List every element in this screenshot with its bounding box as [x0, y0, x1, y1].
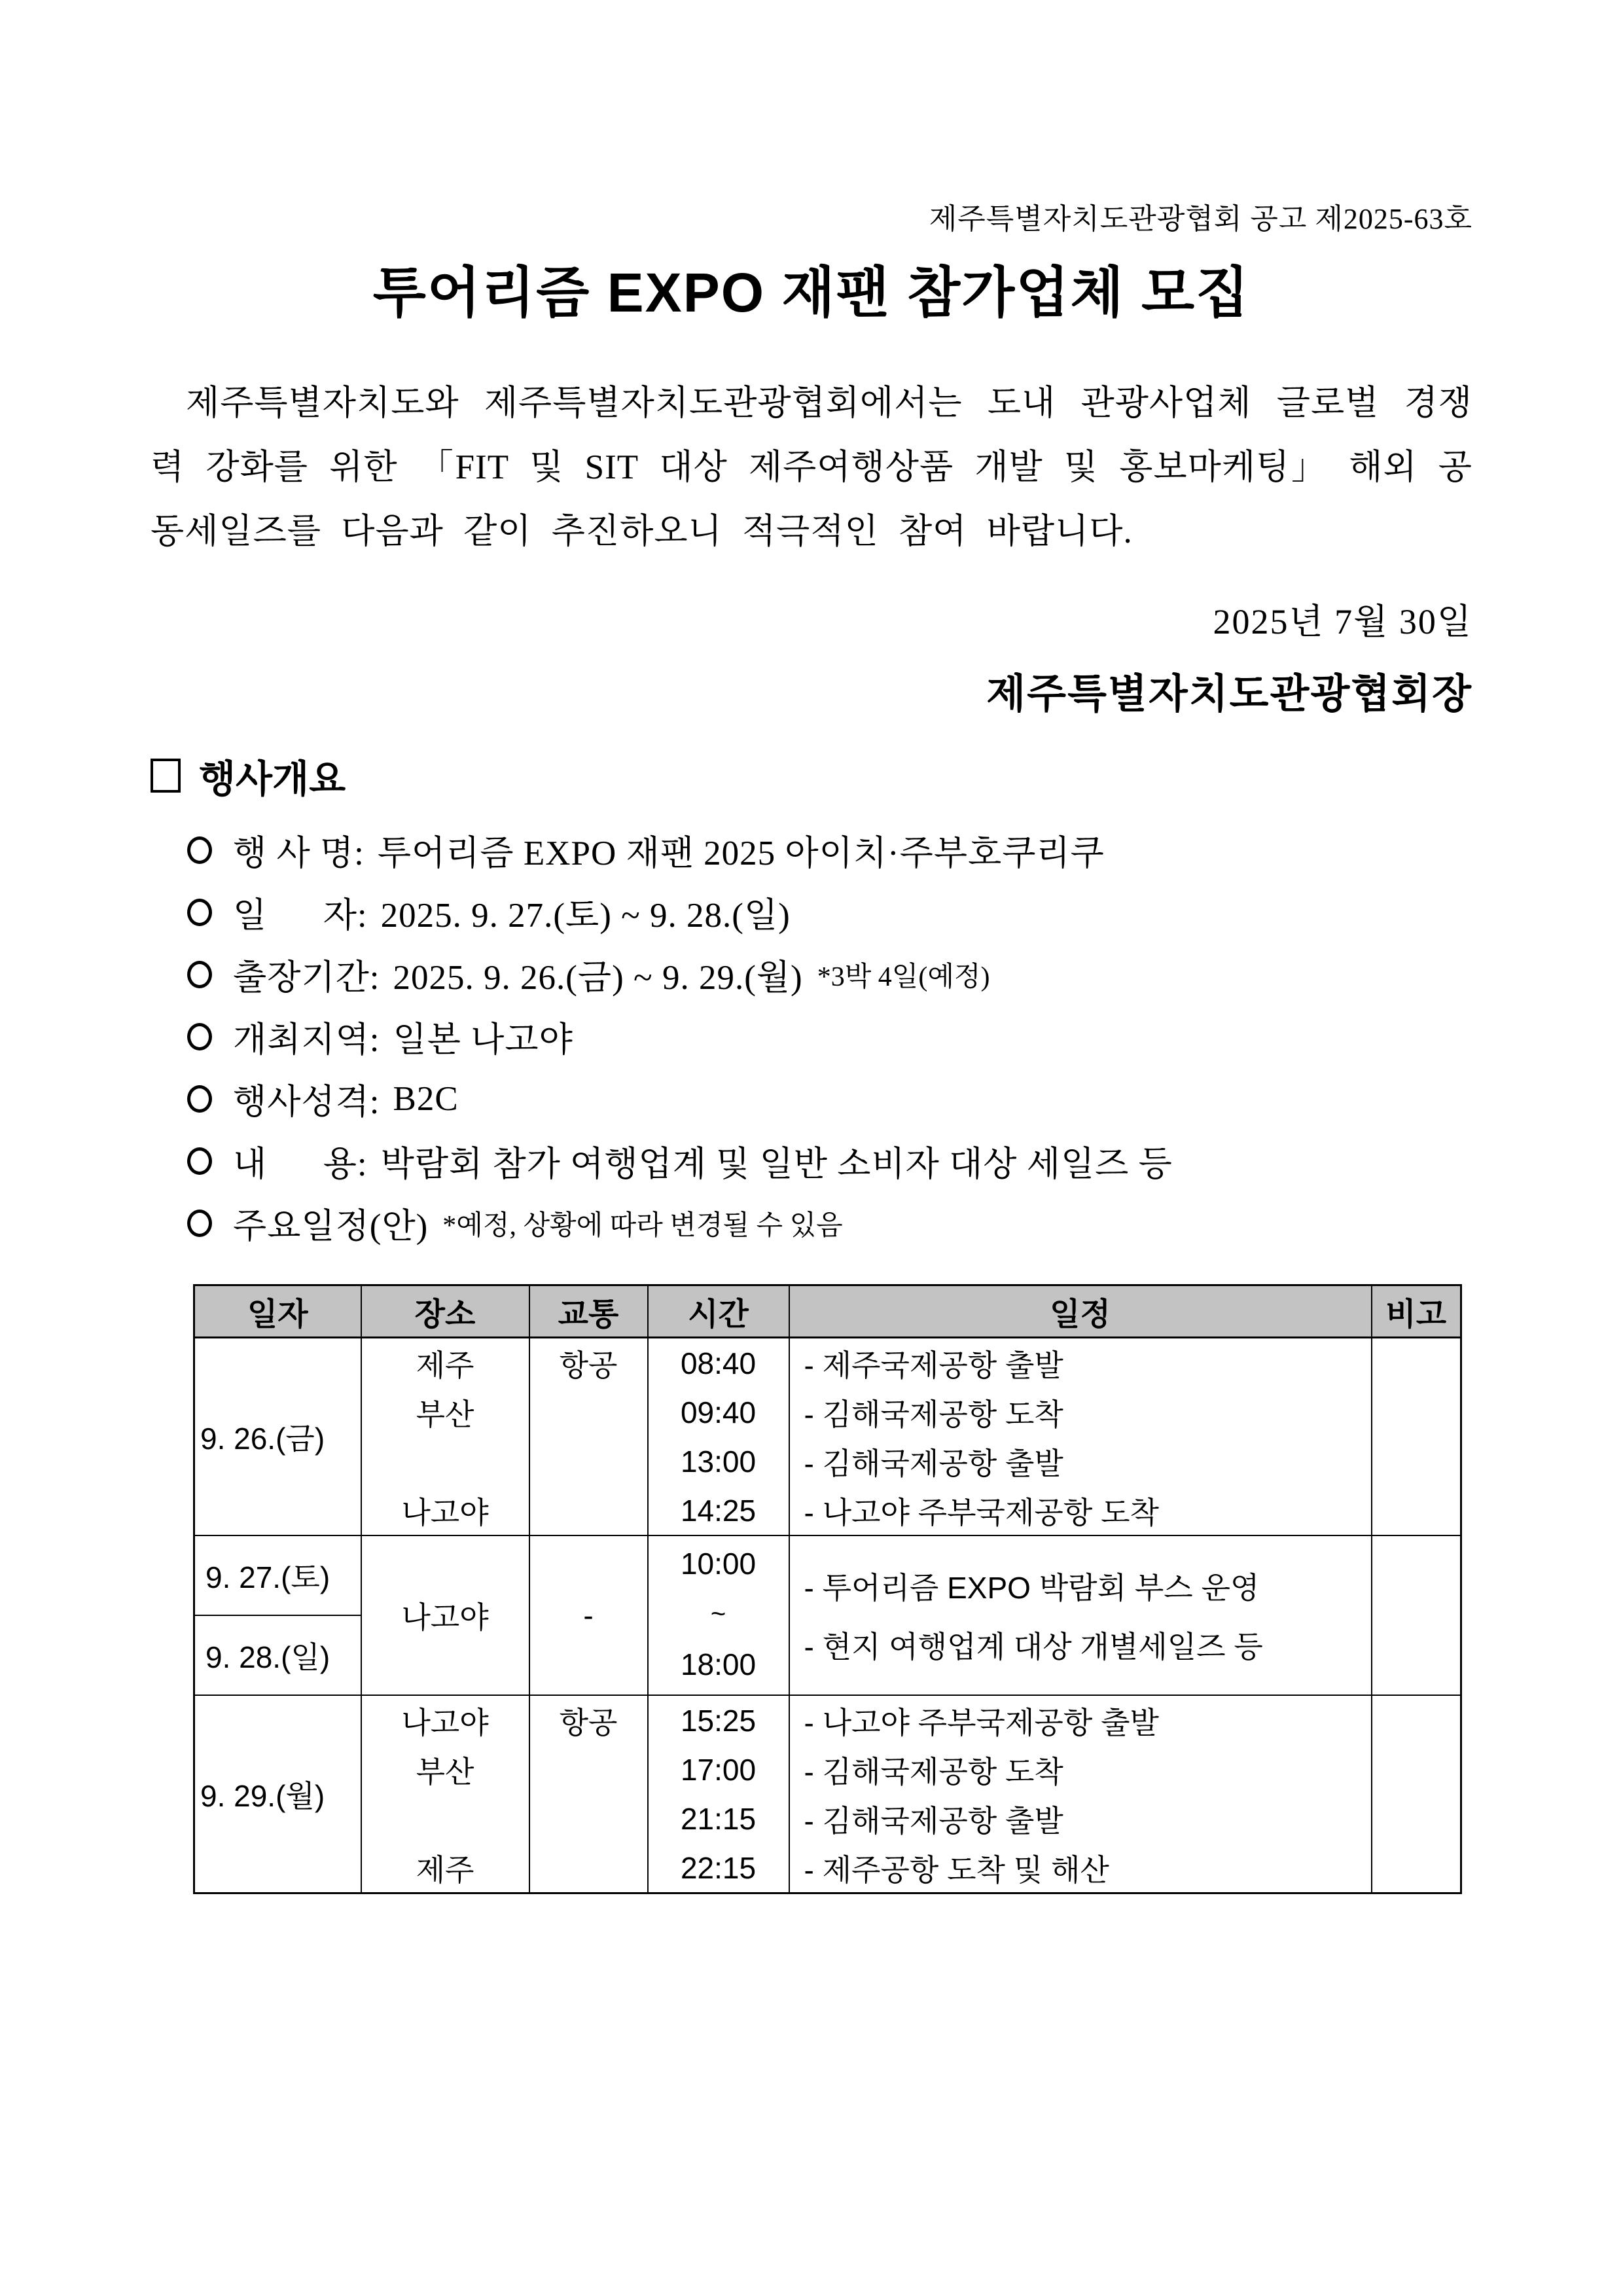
time-line: 22:15: [680, 1850, 757, 1885]
transport-line: 항공: [559, 1348, 618, 1382]
document-title: 투어리즘 EXPO 재팬 참가업체 모집: [372, 262, 1251, 323]
date-signature-block: [151, 594, 1472, 719]
header-transport: 교통: [529, 1285, 648, 1338]
cell-time: [648, 1695, 789, 1893]
cell-time: [648, 1535, 789, 1695]
section-heading-label: 행사개요: [199, 758, 346, 800]
table-row-sep29: [194, 1695, 1461, 1893]
circle-bullet-icon: [187, 836, 212, 864]
place-line: 나고야: [401, 1705, 489, 1740]
cell-note: [1372, 1695, 1461, 1893]
schedule-line: - 김해국제공항 도착: [804, 1397, 1063, 1431]
item-label: 행 사 명:: [233, 834, 365, 872]
item-value: 2025. 9. 26.(금) ~ 9. 29.(월): [393, 958, 803, 997]
item-value: 일본 나고야: [393, 1020, 573, 1059]
item-value: 2025. 9. 27.(토) ~ 9. 28.(일): [380, 896, 791, 935]
table-header-row: [194, 1285, 1461, 1338]
time-line: 15:25: [680, 1703, 757, 1738]
circle-bullet-icon: [187, 1085, 212, 1113]
place-line: [362, 1437, 529, 1486]
circle-bullet-icon: [187, 1147, 212, 1175]
schedule-line: - 제주국제공항 출발: [804, 1348, 1063, 1382]
intro-paragraph: 제주특별자치도와 제주특별자치도관광협회에서는 도내 관광사업체 글로벌 경쟁력 강화를 위한 「FIT 및 SIT 대상 제주여행상품 개발 및 홍보마케팅」 해외 공동세일즈를 다음과 같이 추진하오니 적극적인 참여 바랍니다.: [151, 384, 1472, 550]
item-label: 주요일정(안): [233, 1207, 429, 1246]
header-place: 장소: [361, 1285, 529, 1338]
cell-schedule: [789, 1695, 1372, 1893]
time-start: 10:00: [680, 1547, 757, 1581]
table-row-sep27: [194, 1535, 1461, 1615]
place-line: 부산: [416, 1397, 474, 1431]
cell-date: 9. 29.(월): [194, 1695, 361, 1893]
place-line: 부산: [416, 1754, 474, 1789]
schedule-line: - 김해국제공항 도착: [804, 1754, 1063, 1789]
section-heading-overview: [151, 748, 1472, 803]
list-item-event-date: [187, 881, 1472, 943]
cell-note: [1372, 1338, 1461, 1536]
list-item-content: [187, 1130, 1472, 1192]
place-line: 제주: [416, 1348, 474, 1382]
item-label: 출장기간:: [233, 958, 380, 997]
header-date: 일자: [194, 1285, 361, 1338]
cell-date: [194, 1535, 361, 1615]
list-item-event-name: [187, 819, 1472, 881]
item-value: 투어리즘 EXPO 재팬 2025 아이치·주부호쿠리쿠: [377, 834, 1105, 872]
place-line: [362, 1794, 529, 1843]
time-line: 17:00: [680, 1752, 757, 1787]
item-label: 일 자:: [233, 896, 368, 935]
item-note: *예정, 상황에 따라 변경될 수 있음: [442, 1210, 843, 1241]
schedule-line: - 김해국제공항 출발: [804, 1446, 1063, 1480]
time-line: 08:40: [680, 1346, 757, 1380]
header-schedule: 일정: [789, 1285, 1372, 1338]
schedule-line: - 투어리즘 EXPO 박람회 부스 운영: [804, 1571, 1260, 1605]
place-line: 제주: [416, 1852, 474, 1887]
list-item-trip-period: [187, 943, 1472, 1005]
circle-bullet-icon: [187, 1023, 212, 1050]
cell-place: [361, 1695, 529, 1893]
cell-schedule: [789, 1338, 1372, 1536]
tilde: ~: [710, 1599, 726, 1628]
list-item-main-schedule: [187, 1192, 1472, 1254]
time-line: 13:00: [680, 1444, 757, 1479]
cell-date: 9. 26.(금): [194, 1338, 361, 1536]
cell-time: [648, 1338, 789, 1536]
item-note: *3박 4일(예정): [817, 961, 990, 992]
cell-date: [194, 1615, 361, 1695]
item-value: 박람회 참가 여행업계 및 일반 소비자 대상 세일즈 등: [380, 1145, 1173, 1183]
square-bullet-icon: [151, 759, 181, 793]
overview-list: [151, 819, 1472, 1254]
item-label: 행사성격:: [233, 1083, 380, 1121]
cell-transport: [529, 1695, 648, 1893]
notice-number: 제주특별자치도관광협회 공고 제2025-63호: [929, 203, 1472, 235]
date-line: 9. 27.(토): [205, 1560, 330, 1594]
signer-title: 제주특별자치도관광협회장: [986, 672, 1472, 717]
list-item-location: [187, 1005, 1472, 1067]
schedule-line: - 나고야 주부국제공항 도착: [804, 1495, 1159, 1530]
schedule-line: - 현지 여행업계 대상 개별세일즈 등: [804, 1630, 1263, 1664]
cell-transport: [529, 1338, 648, 1536]
time-line: 09:40: [680, 1395, 757, 1429]
time-line: 21:15: [680, 1801, 757, 1836]
item-value: B2C: [393, 1079, 459, 1118]
table-row-sep26: [194, 1338, 1461, 1536]
schedule-line: - 김해국제공항 출발: [804, 1803, 1063, 1838]
transport-line: 항공: [559, 1705, 618, 1740]
cell-transport: -: [529, 1535, 648, 1695]
schedule-line: - 나고야 주부국제공항 출발: [804, 1705, 1159, 1740]
circle-bullet-icon: [187, 899, 212, 926]
schedule-line: - 제주공항 도착 및 해산: [804, 1852, 1109, 1887]
time-end: 18:00: [680, 1647, 757, 1681]
cell-place: [361, 1338, 529, 1536]
cell-place: 나고야: [361, 1535, 529, 1695]
schedule-table: [193, 1284, 1462, 1894]
place-line: 나고야: [401, 1495, 489, 1530]
circle-bullet-icon: [187, 1210, 212, 1237]
announcement-date: 2025년 7월 30일: [1213, 602, 1472, 641]
header-time: 시간: [648, 1285, 789, 1338]
header-note: 비고: [1372, 1285, 1461, 1338]
item-label: 내 용:: [233, 1145, 368, 1183]
time-line: 14:25: [680, 1493, 757, 1528]
list-item-event-type: [187, 1067, 1472, 1130]
circle-bullet-icon: [187, 961, 212, 988]
item-label: 개최지역:: [233, 1020, 380, 1059]
cell-schedule: [789, 1535, 1372, 1695]
cell-note: [1372, 1535, 1461, 1695]
date-line: 9. 28.(일): [205, 1640, 330, 1674]
